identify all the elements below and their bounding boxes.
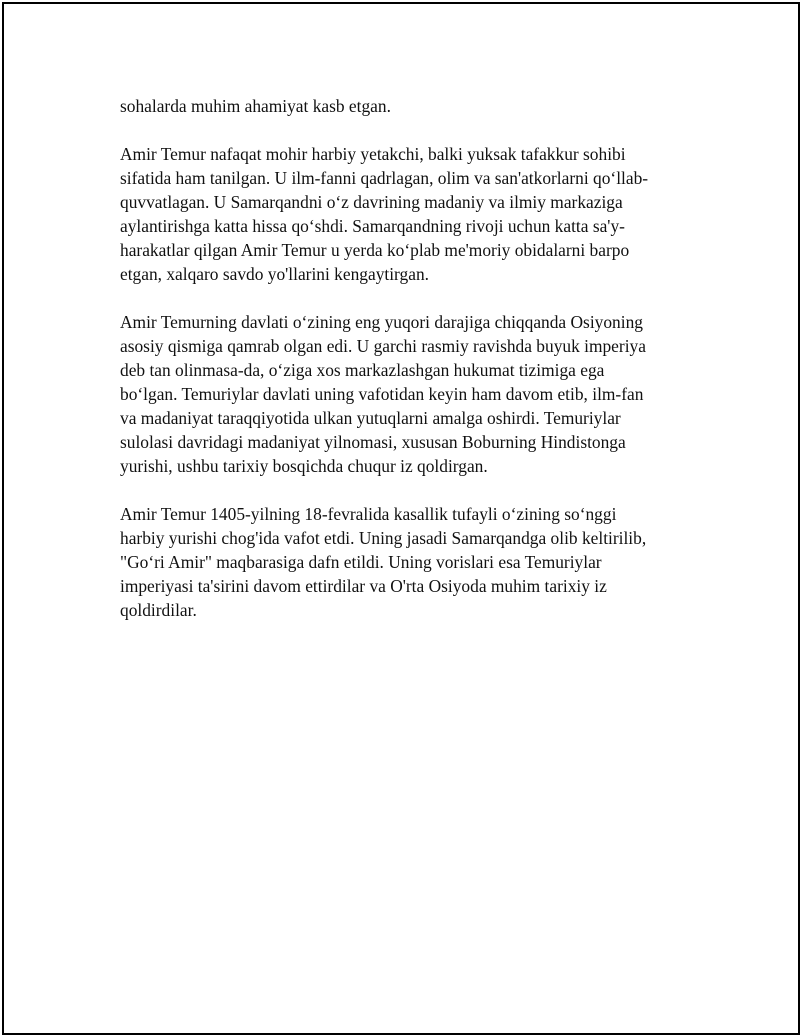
- document-page: [2, 2, 800, 1035]
- text-line: deb tan olinmasa-da, o‘ziga xos markazlashgan hukumat tizimiga ega: [120, 360, 605, 380]
- text-line: quvvatlagan. U Samarqandni o‘z davrining madaniy va ilmiy markaziga: [120, 192, 623, 212]
- text-line: sifatida ham tanilgan. U ilm-fanni qadrlagan, olim va san'atkorlarni qo‘llab-: [120, 168, 649, 188]
- text-line: va madaniyat taraqqiyotida ulkan yutuqlarni amalga oshirdi. Temuriylar: [120, 408, 621, 428]
- text-line: yurishi, ushbu tarixiy bosqichda chuqur iz qoldirgan.: [120, 456, 488, 476]
- text-line: Amir Temur 1405-yilning 18-fevralida kasallik tufayli o‘zining so‘nggi: [120, 504, 617, 524]
- text-line: harbiy yurishi chog'ida vafot etdi. Uning jasadi Samarqandga olib keltirilib,: [120, 528, 647, 548]
- text-line: qoldirdilar.: [120, 600, 197, 620]
- text-line: imperiyasi ta'sirini davom ettirdilar va O'rta Osiyoda muhim tarixiy iz: [120, 576, 607, 596]
- paragraph-2: [120, 142, 690, 286]
- text-line: bo‘lgan. Temuriylar davlati uning vafotidan keyin ham davom etib, ilm-fan: [120, 384, 644, 404]
- text-line: sulolasi davridagi madaniyat yilnomasi, xususan Boburning Hindistonga: [120, 432, 626, 452]
- text-line: asosiy qismiga qamrab olgan edi. U garchi rasmiy ravishda buyuk imperiya: [120, 336, 646, 356]
- text-line: sohalarda muhim ahamiyat kasb etgan.: [120, 96, 391, 116]
- document-body: [120, 94, 690, 646]
- text-line: etgan, xalqaro savdo yo'llarini kengaytirgan.: [120, 264, 429, 284]
- text-line: harakatlar qilgan Amir Temur u yerda ko‘plab me'moriy obidalarni barpo: [120, 240, 630, 260]
- paragraph-4: [120, 502, 690, 622]
- paragraph-3: [120, 310, 690, 478]
- text-line: "Go‘ri Amir" maqbarasiga dafn etildi. Uning vorislari esa Temuriylar: [120, 552, 602, 572]
- text-line: Amir Temurning davlati o‘zining eng yuqori darajiga chiqqanda Osiyoning: [120, 312, 643, 332]
- paragraph-1: [120, 94, 690, 118]
- text-line: Amir Temur nafaqat mohir harbiy yetakchi, balki yuksak tafakkur sohibi: [120, 144, 626, 164]
- text-line: aylantirishga katta hissa qo‘shdi. Samarqandning rivoji uchun katta sa'y-: [120, 216, 625, 236]
